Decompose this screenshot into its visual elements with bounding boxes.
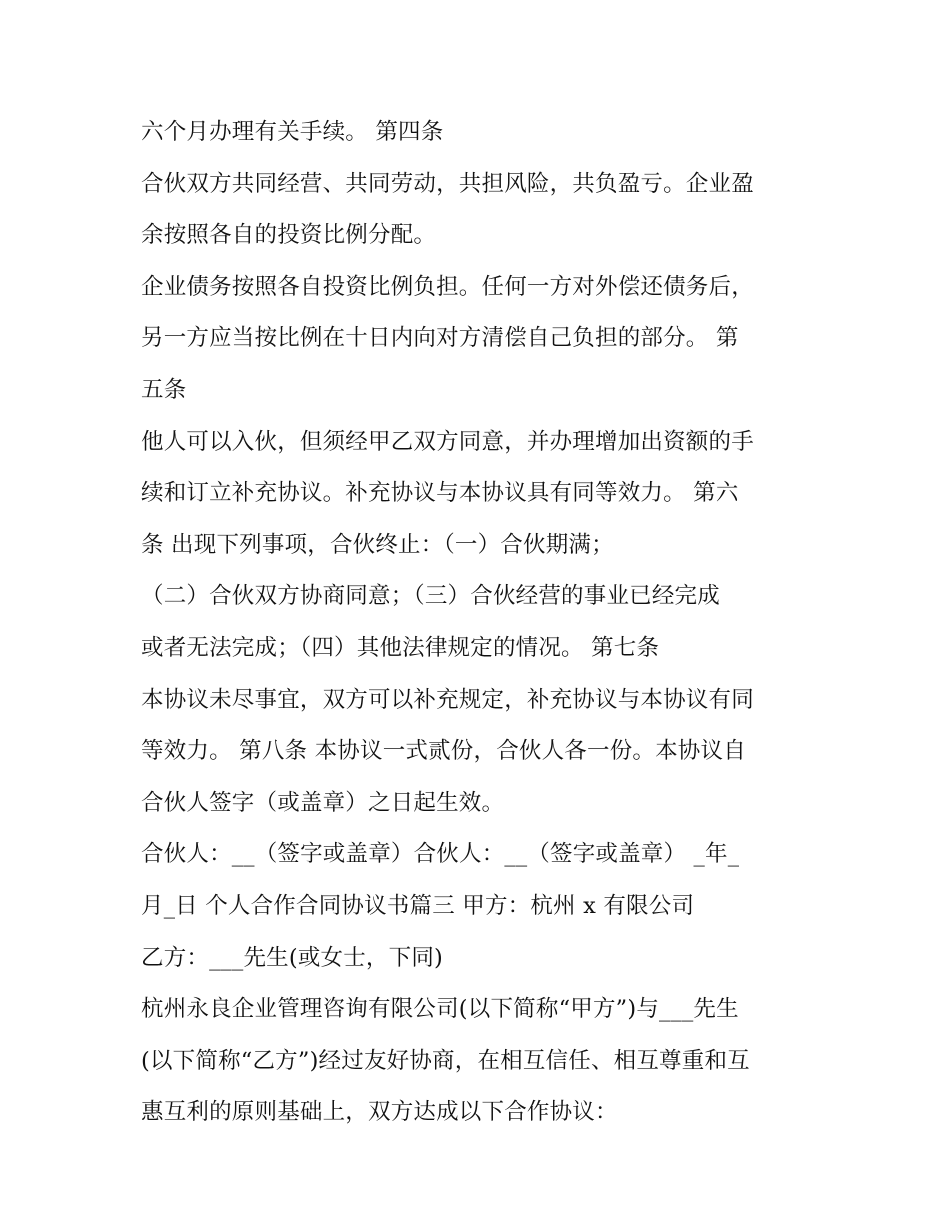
text-line: 合伙人签字（或盖章）之日起生效。 <box>141 789 505 816</box>
text-line: 乙方：___先生(或女士，下同) <box>141 944 444 971</box>
text-line: 或者无法完成；（四）其他法律规定的情况。 第七条 <box>141 634 660 661</box>
text-line: 合伙人：__（签字或盖章）合伙人：__（签字或盖章） _年_ <box>141 841 740 868</box>
text-line: (以下简称“乙方”)经过友好协商，在相互信任、相互尊重和互 <box>141 1047 750 1074</box>
text-line: 六个月办理有关手续。 第四条 <box>141 119 444 145</box>
text-line: 合伙双方共同经营、共同劳动，共担风险，共负盈亏。企业盈 <box>141 170 754 197</box>
text-line: 五条 <box>141 376 187 403</box>
text-line: （二）合伙双方协商同意；（三）合伙经营的事业已经完成 <box>141 583 720 610</box>
text-line: 余按照各自的投资比例分配。 <box>141 222 437 249</box>
text-line: 惠互利的原则基础上，双方达成以下合作协议： <box>141 1099 618 1126</box>
document-body <box>141 107 821 1139</box>
text-line: 杭州永良企业管理咨询有限公司(以下简称“甲方”)与___先生 <box>141 996 739 1023</box>
text-line: 等效力。 第八条 本协议一式贰份，合伙人各一份。本协议自 <box>141 738 746 765</box>
text-line: 另一方应当按比例在十日内向对方清偿自己负担的部分。 第 <box>141 325 739 352</box>
text-line: 企业债务按照各自投资比例负担。任何一方对外偿还债务后， <box>141 273 754 300</box>
text-line: 本协议未尽事宜，双方可以补充规定，补充协议与本协议有同 <box>141 686 754 713</box>
text-line: 他人可以入伙，但须经甲乙双方同意，并办理增加出资额的手 <box>141 428 754 455</box>
text-line: 月_日 个人合作合同协议书篇三 甲方：杭州 x 有限公司 <box>141 892 695 919</box>
text-line: 续和订立补充协议。补充协议与本协议具有同等效力。 第六 <box>141 480 739 507</box>
text-line: 条 出现下列事项，合伙终止：（一）合伙期满； <box>141 531 614 558</box>
